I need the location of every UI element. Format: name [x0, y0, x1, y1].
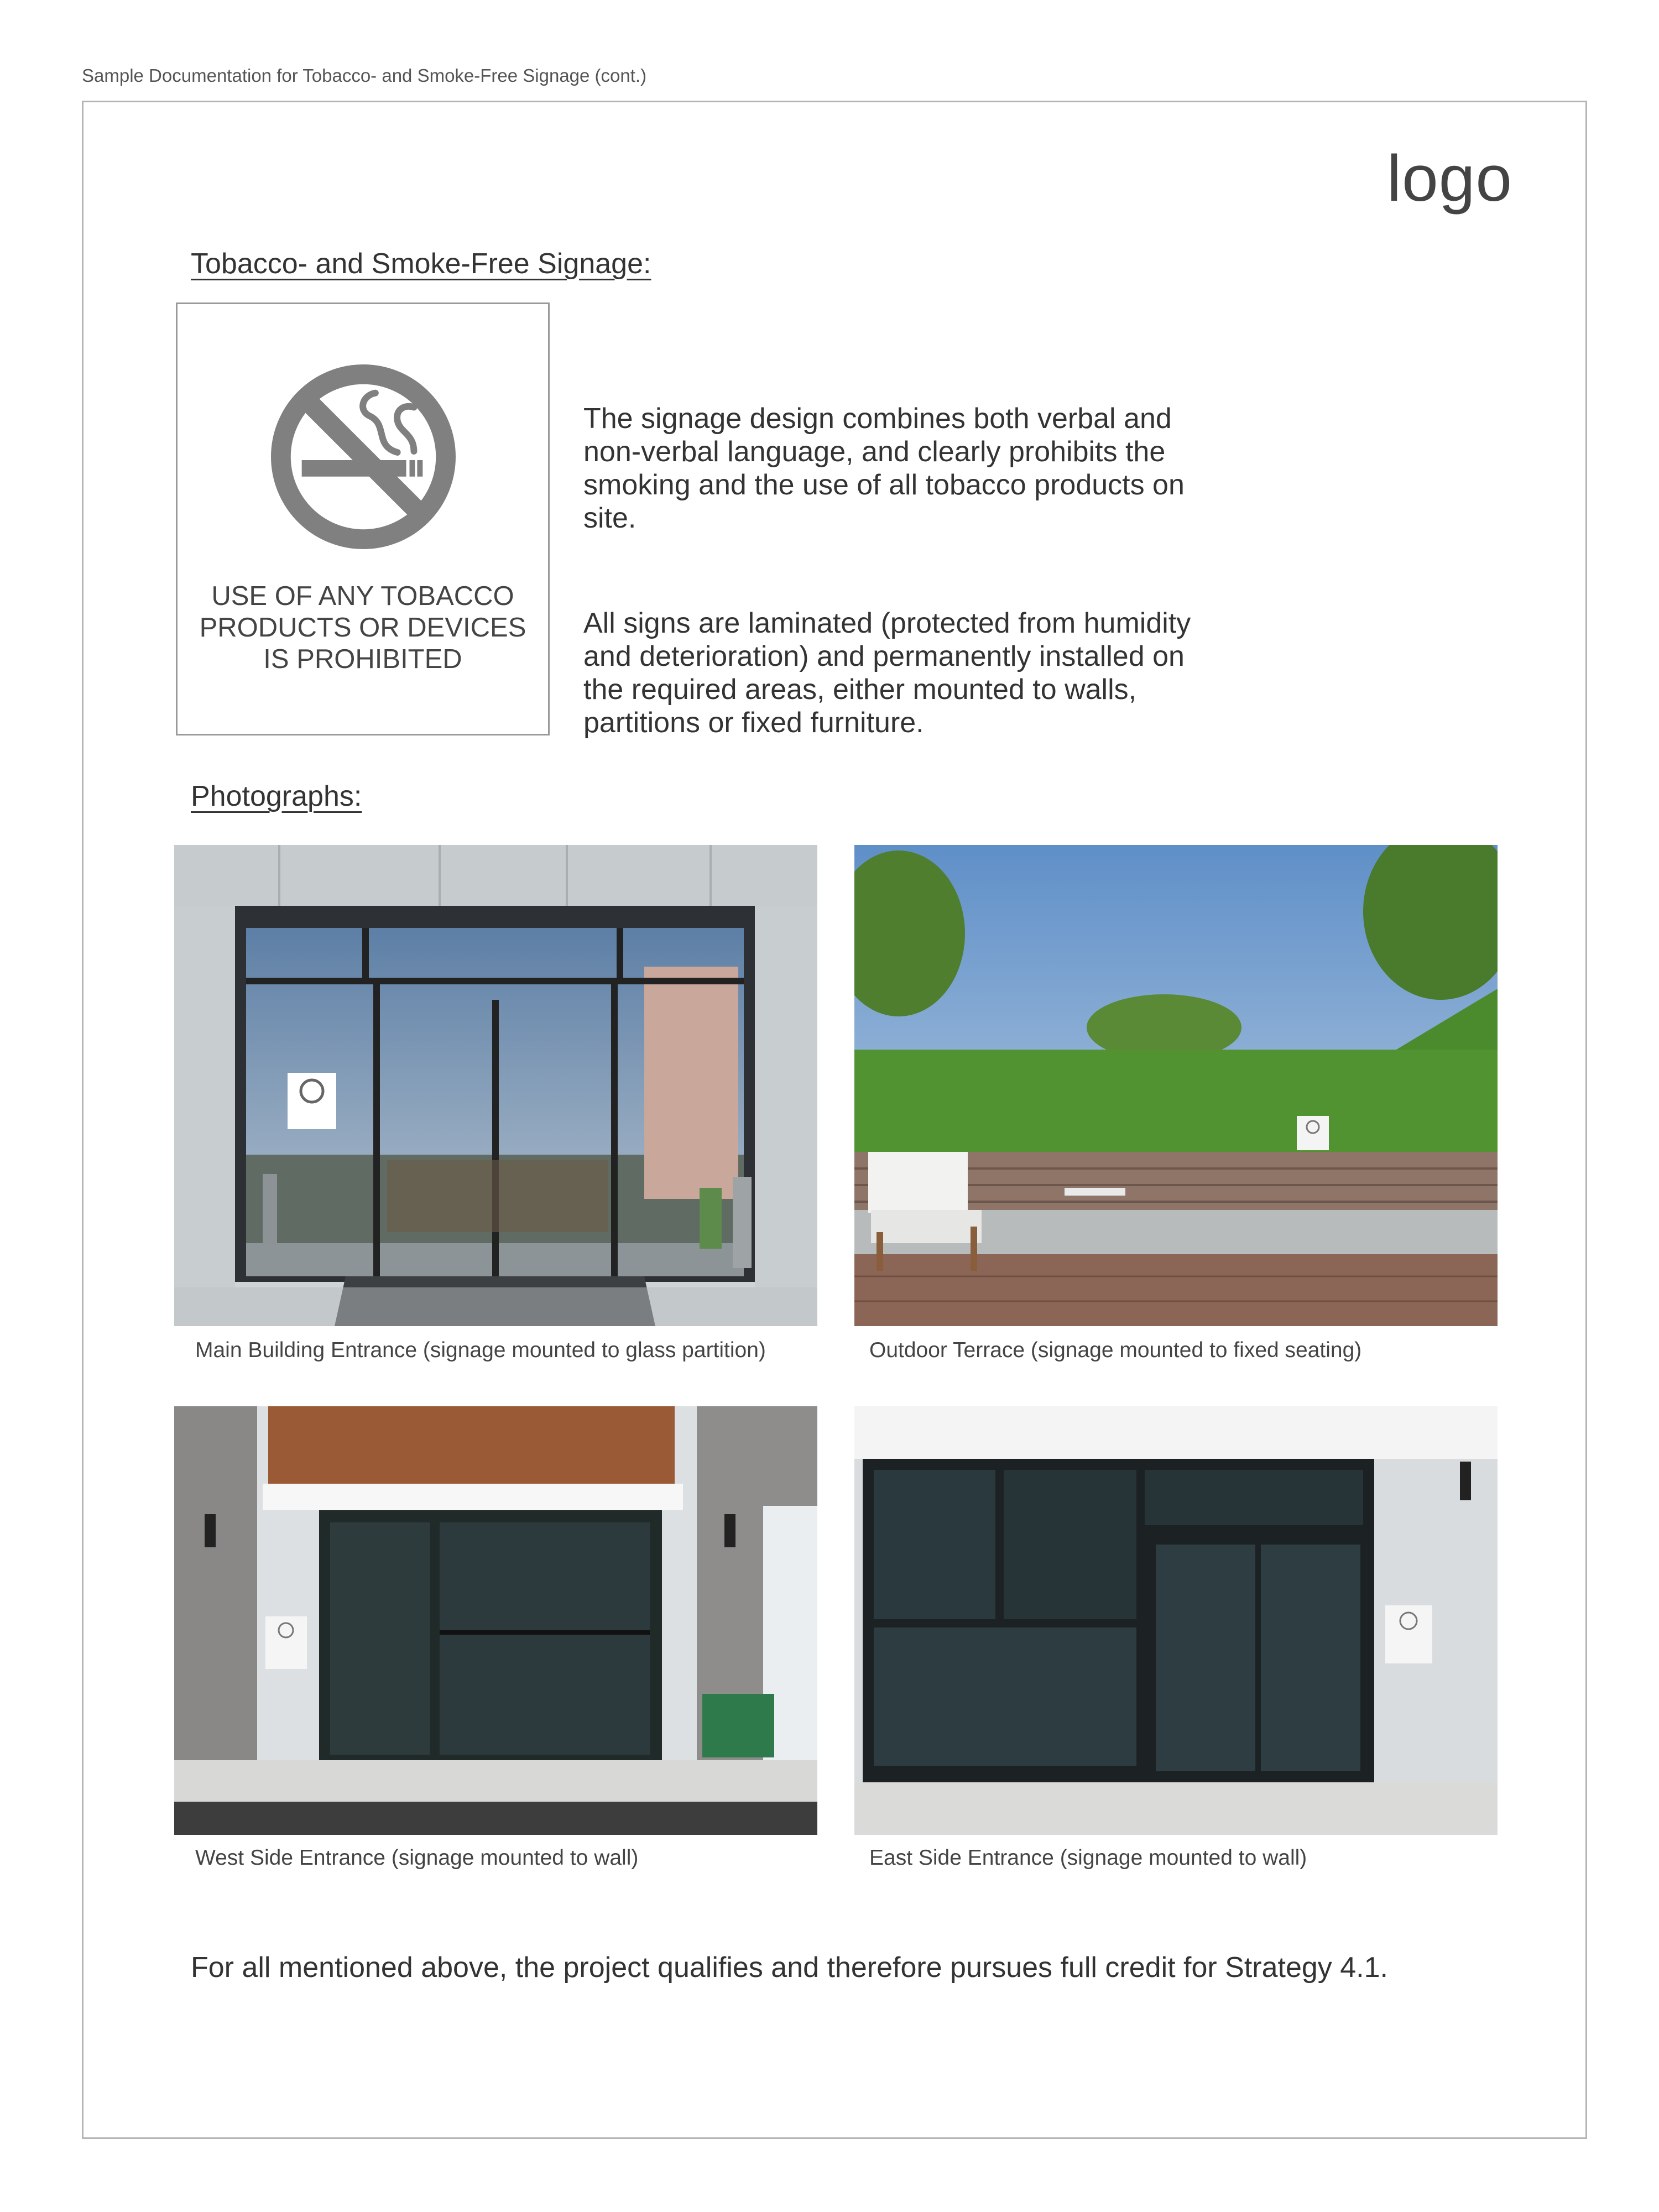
sign-sample [176, 302, 550, 735]
sign-line: USE OF ANY TOBACCO [211, 581, 514, 611]
signage-installation-paragraph: All signs are laminated (protected from humidity and deterioration) and permanently installed on the required areas, either mounted to walls, partitions or fixed furniture. [583, 607, 1191, 739]
page-header-note: Sample Documentation for Tobacco- and Smoke-Free Signage (cont.) [82, 65, 647, 86]
conclusion-text: For all mentioned above, the project qualifies and therefore pursues full credit for Strategy 4.1. [191, 1952, 1388, 1984]
no-smoking-icon [270, 363, 457, 550]
signage-description-paragraph: The signage design combines both verbal and non-verbal language, and clearly prohibits the smoking and the use of all tobacco products on site. [583, 403, 1185, 534]
photo-caption: Main Building Entrance (signage mounted to glass partition) [195, 1338, 766, 1362]
photo-west-entrance [174, 1406, 817, 1835]
photo-east-entrance [854, 1406, 1498, 1835]
photo-caption: Outdoor Terrace (signage mounted to fixed seating) [869, 1338, 1362, 1362]
photo-main-entrance [174, 845, 817, 1326]
photographs-heading: Photographs: [191, 780, 362, 812]
photo-caption: West Side Entrance (signage mounted to wall) [195, 1846, 639, 1870]
photo-outdoor-terrace [854, 845, 1498, 1326]
sign-line: IS PROHIBITED [263, 644, 462, 674]
sign-text [178, 581, 548, 675]
photo-caption: East Side Entrance (signage mounted to wall) [869, 1846, 1307, 1870]
signage-heading: Tobacco- and Smoke-Free Signage: [191, 248, 651, 280]
sign-line: PRODUCTS OR DEVICES [199, 613, 526, 643]
logo: logo [1386, 142, 1512, 215]
